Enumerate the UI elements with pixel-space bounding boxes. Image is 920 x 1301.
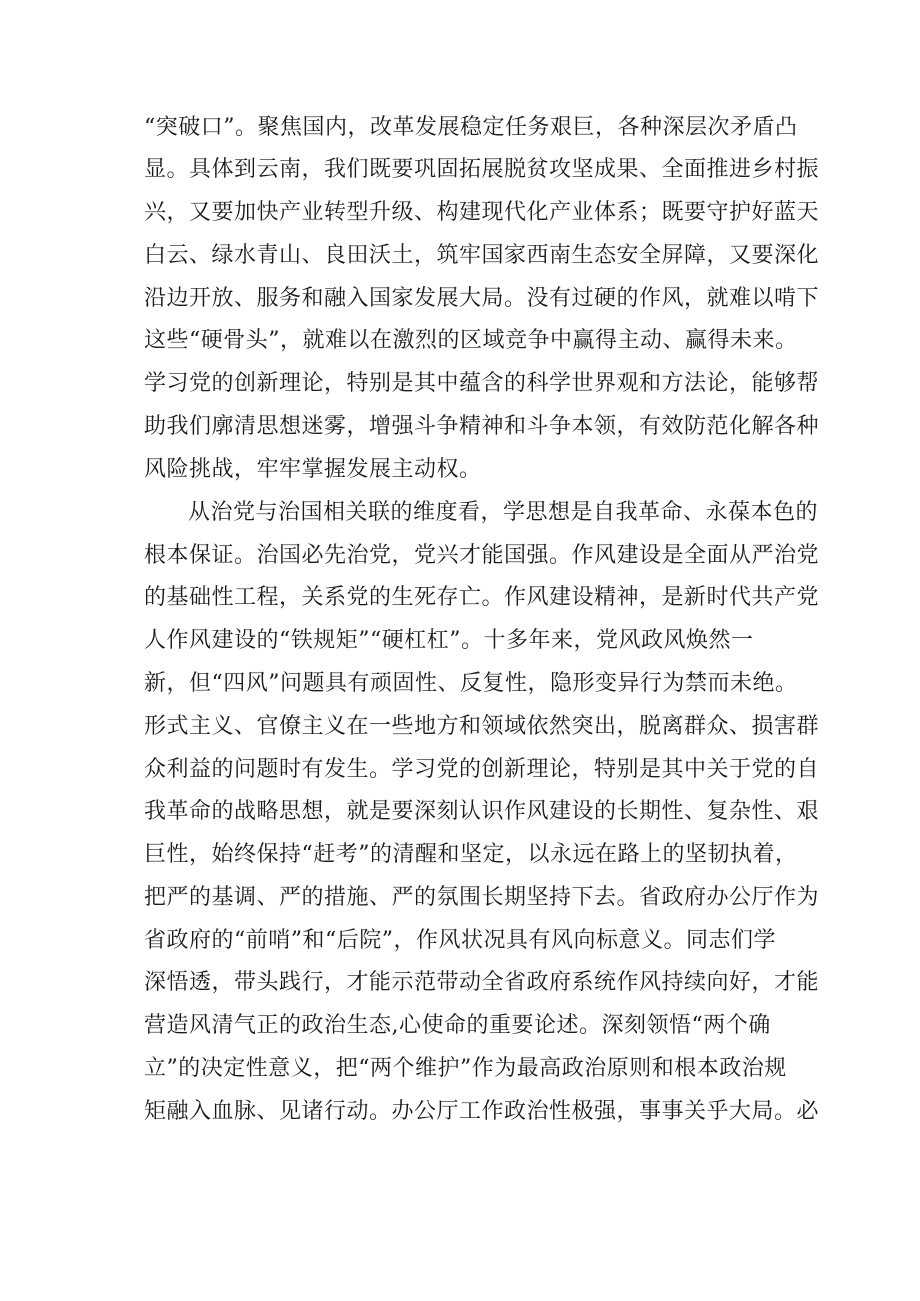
paragraph-first-line: 从治党与治国相关联的维度看，学思想是自我革命、永葆本色的 [188, 500, 819, 525]
text-line: 形式主义、官僚主义在一些地方和领域依然突出，脱离群众、损害群 [144, 714, 820, 739]
text-line: 把严的基调、严的措施、严的氛围长期坚持下去。省政府办公厅作为 [144, 885, 820, 910]
text-line: 矩融入血脉、见诸行动。办公厅工作政治性极强，事事关乎大局。必 [144, 1099, 820, 1124]
text-line: 深悟透，带头践行，才能示范带动全省政府系统作风持续向好，才能 [144, 970, 820, 995]
text-line: 兴，又要加快产业转型升级、构建现代化产业体系；既要守护好蓝天 [144, 200, 820, 225]
text-line: 这些“硬骨头”，就难以在激烈的区域竞争中赢得主动、赢得未来。 [144, 328, 798, 353]
text-line: 风险挑战，牢牢掌握发展主动权。 [144, 457, 482, 482]
text-line: 省政府的“前哨”和“后院”，作风状况具有风向标意义。同志们学 [144, 928, 776, 953]
text-line: 沿边开放、服务和融入国家发展大局。没有过硬的作风，就难以啃下 [144, 286, 820, 311]
text-line: 新，但“四风”问题具有顽固性、反复性，隐形变异行为禁而未绝。 [144, 671, 798, 696]
text-line: 人作风建设的“铁规矩”“硬杠杠”。十多年来，党风政风焕然一 [144, 628, 754, 653]
text-line: 立”的决定性意义，把“两个维护”作为最高政治原则和根本政治规 [144, 1056, 787, 1081]
text-line: 根本保证。治国必先治党，党兴才能国强。作风建设是全面从严治党 [144, 543, 820, 568]
text-line: 学习党的创新理论，特别是其中蕴含的科学世界观和方法论，能够帮 [144, 371, 820, 396]
text-line: 显。具体到云南，我们既要巩固拓展脱贫攻坚成果、全面推进乡村振 [144, 157, 820, 182]
text-line: 巨性，始终保持“赶考”的清醒和坚定，以永远在路上的坚韧执着， [144, 842, 798, 867]
text-line: 助我们廓清思想迷雾，增强斗争精神和斗争本领，有效防范化解各种 [144, 414, 820, 439]
text-line: “突破口”。聚焦国内，改革发展稳定任务艰巨，各种深层次矛盾凸 [144, 115, 798, 140]
text-line: 白云、绿水青山、良田沃土，筑牢国家西南生态安全屏障，又要深化 [144, 243, 820, 268]
text-line: 营造风清气正的政治生态,心使命的重要论述。深刻领悟“两个确 [144, 1013, 771, 1038]
text-line: 的基础性工程，关系党的生死存亡。作风建设精神，是新时代共产党 [144, 585, 820, 610]
text-line: 众利益的问题时有发生。学习党的创新理论，特别是其中关于党的自 [144, 757, 820, 782]
text-line: 我革命的战略思想，就是要深刻认识作风建设的长期性、复杂性、艰 [144, 799, 820, 824]
